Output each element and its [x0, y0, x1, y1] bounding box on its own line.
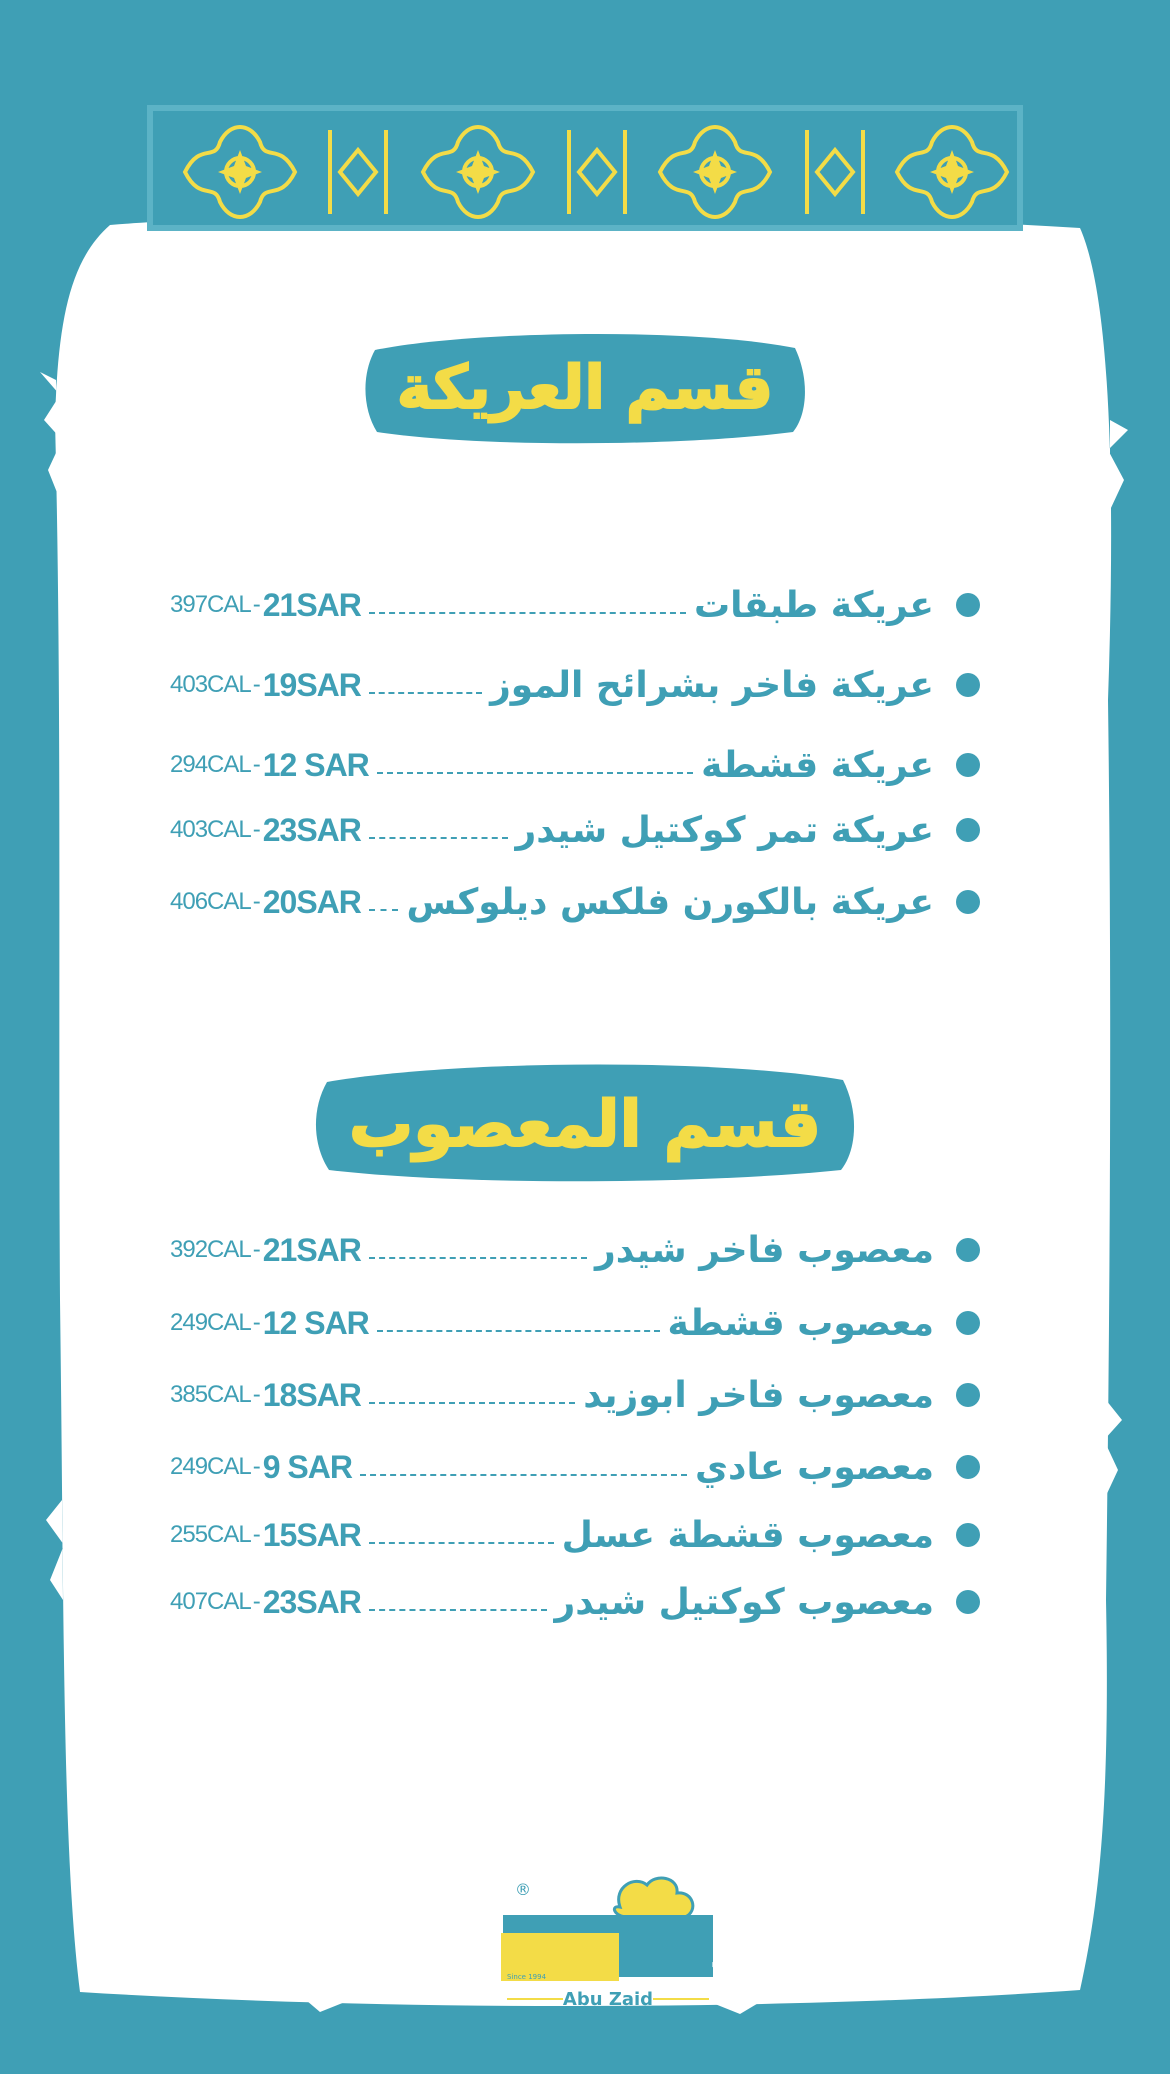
dotted-leader	[377, 772, 693, 774]
menu-item-row	[170, 740, 980, 790]
item-name: معصوب كوكتيل شيدر	[554, 1581, 934, 1623]
menu-item-row	[170, 1442, 980, 1492]
menu-item-row	[170, 805, 980, 855]
item-separator: -	[252, 1453, 261, 1480]
dot-icon	[956, 1238, 980, 1262]
dot-icon	[956, 1383, 980, 1407]
item-name: عريكة فاخر بشرائح الموز	[490, 664, 934, 706]
dotted-leader	[360, 1474, 687, 1476]
item-calories: 392CAL	[170, 1236, 251, 1263]
item-price: 9 SAR	[262, 1448, 352, 1485]
item-separator: -	[252, 1236, 261, 1263]
item-calories: 406CAL	[170, 888, 251, 915]
dotted-leader	[369, 1609, 547, 1611]
ornament-strip	[150, 100, 1020, 235]
item-price: 21SAR	[262, 586, 361, 623]
item-calories: 407CAL	[170, 1588, 251, 1615]
menu-item-row	[170, 580, 980, 630]
item-name: عريكة قشطة	[701, 744, 934, 786]
dotted-leader	[369, 612, 686, 614]
item-price: 12 SAR	[262, 746, 369, 783]
item-calories: 249CAL	[170, 1309, 251, 1336]
logo-latin-text: Abu Zaid	[562, 1989, 654, 2010]
item-name: معصوب فاخر شيدر	[595, 1229, 934, 1271]
abu-zaid-logo	[495, 1875, 867, 2010]
item-separator: -	[252, 751, 261, 778]
item-calories: 397CAL	[170, 591, 251, 618]
menu-item-row	[170, 1298, 980, 1348]
item-separator: -	[252, 1381, 261, 1408]
menu-item-row	[170, 1370, 980, 1420]
section-title-text: قسم العريكة	[396, 353, 774, 423]
item-separator: -	[252, 1309, 261, 1336]
dot-icon	[956, 1311, 980, 1335]
item-separator: -	[252, 1588, 261, 1615]
item-separator: -	[252, 888, 261, 915]
menu-item-row	[170, 1510, 980, 1560]
dotted-leader	[369, 1542, 554, 1544]
dotted-leader	[369, 837, 508, 839]
item-separator: -	[252, 671, 261, 698]
item-price: 20SAR	[262, 883, 361, 920]
item-name: عريكة طبقات	[693, 584, 934, 626]
dot-icon	[956, 673, 980, 697]
dotted-leader	[369, 909, 399, 911]
dotted-leader	[369, 1402, 575, 1404]
item-name: عريكة بالكورن فلكس ديلوكس	[406, 881, 934, 923]
item-price: 12 SAR	[262, 1304, 369, 1341]
item-name: عريكة تمر كوكتيل شيدر	[515, 809, 934, 851]
item-price: 23SAR	[262, 1583, 361, 1620]
section-title-text: قسم المعصوب	[349, 1088, 821, 1162]
registered-mark: ®	[515, 1880, 531, 1899]
item-calories: 249CAL	[170, 1453, 251, 1480]
dotted-leader	[369, 1257, 587, 1259]
item-price: 23SAR	[262, 811, 361, 848]
logo-arabic-text: أبـو زيـد	[710, 1931, 867, 1977]
item-calories: 385CAL	[170, 1381, 251, 1408]
item-price: 18SAR	[262, 1376, 361, 1413]
dot-icon	[956, 890, 980, 914]
item-calories: 403CAL	[170, 816, 251, 843]
item-separator: -	[252, 1521, 261, 1548]
item-calories: 403CAL	[170, 671, 251, 698]
dot-icon	[956, 593, 980, 617]
item-name: معصوب فاخر ابوزيد	[583, 1374, 934, 1416]
item-separator: -	[252, 816, 261, 843]
item-name: معصوب عادي	[695, 1446, 934, 1488]
item-price: 21SAR	[262, 1231, 361, 1268]
dot-icon	[956, 1455, 980, 1479]
section-title-masoub	[0, 1050, 1170, 1190]
menu-item-row	[170, 1225, 980, 1275]
menu-item-row	[170, 877, 980, 927]
dot-icon	[956, 818, 980, 842]
section-title-areeka	[0, 320, 1170, 450]
item-name: معصوب قشطة	[667, 1302, 934, 1344]
item-calories: 255CAL	[170, 1521, 251, 1548]
item-price: 19SAR	[262, 666, 361, 703]
dot-icon	[956, 1590, 980, 1614]
menu-item-row	[170, 660, 980, 710]
logo-since-text: Since 1994	[507, 1973, 547, 1981]
item-price: 15SAR	[262, 1516, 361, 1553]
dotted-leader	[369, 692, 482, 694]
item-calories: 294CAL	[170, 751, 251, 778]
item-name: معصوب قشطة عسل	[561, 1514, 934, 1556]
dotted-leader	[377, 1330, 660, 1332]
dot-icon	[956, 753, 980, 777]
item-separator: -	[252, 591, 261, 618]
dot-icon	[956, 1523, 980, 1547]
menu-item-row	[170, 1577, 980, 1627]
